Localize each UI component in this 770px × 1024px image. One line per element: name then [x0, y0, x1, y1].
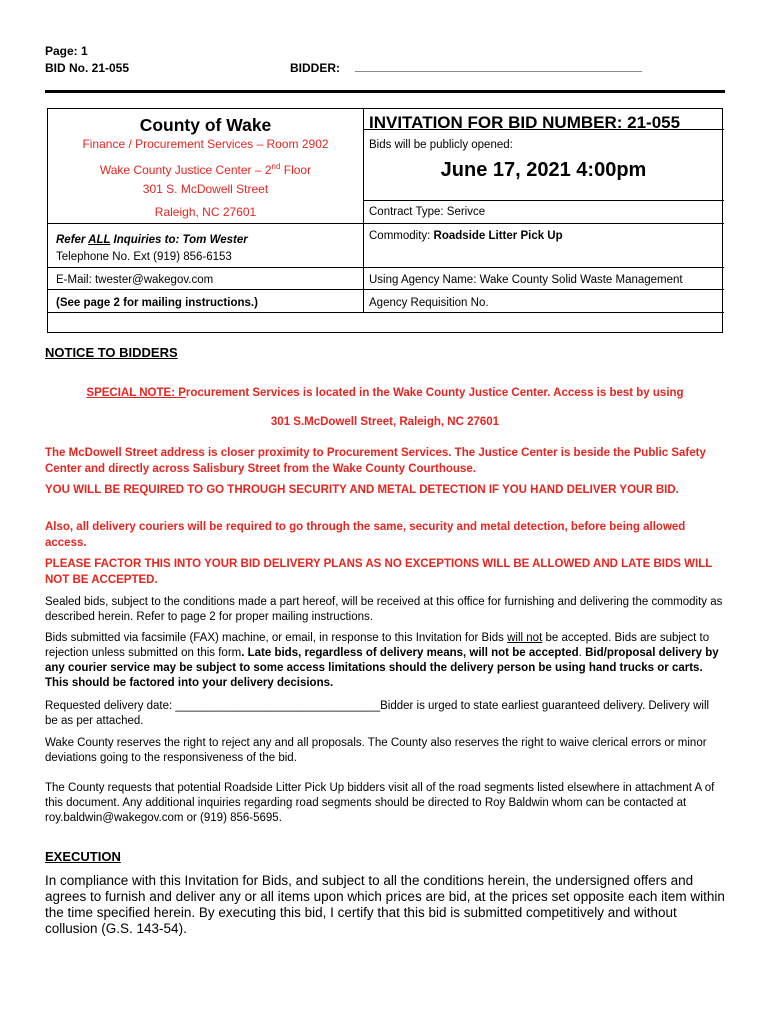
bid-number: BID No. 21-055 [45, 61, 130, 75]
bidder-label: BIDDER: [290, 61, 340, 75]
fax-policy-text: Bids submitted via facsimile (FAX) machine, or email, in response to this Invitation for Bids will not be accepted. Bids are subject to rejection unless submitted on this form. Late bids, regardless of delivery means, will not be accepted. Bid/proposal delivery by any courier service may be subject to some access limitations should the delivery person be using hand trucks or carts. This should be factored into your delivery decisions. [45, 632, 719, 689]
contract-type: Contract Type: Serivce [369, 206, 486, 218]
divider [48, 289, 363, 290]
email: E-Mail: twester@wakegov.com [56, 274, 214, 286]
bidder-line: ___________________________________________ [355, 59, 642, 73]
notice-heading: NOTICE TO BIDDERS [45, 345, 178, 360]
mailing-note: (See page 2 for mailing instructions.) [56, 297, 258, 309]
execution-text: In compliance with this Invitation for Bids, and subject to all the conditions herein, the undersigned offers and agrees to furnish and deliver any or all items upon which prices are bid, at the prices set opposite each item within the time specified herein. By executing this bid, I certify that this bid is submitted competitively and without collusion (G.S. 143-54). [45, 873, 725, 936]
delivery-date: Requested delivery date: ________________________________Bidder is urged to state earliest guaranteed delivery. Delivery will be as per attached. [45, 700, 710, 727]
divider [363, 200, 724, 201]
road-segments-text: The County requests that potential Roadside Litter Pick Up bidders visit all of the road segments listed elsewhere in attachment A of this document. Any additional inquiries regarding road segments should be directed to Roy Baldwin whom can be contacted at roy.baldwin@wakegov.com or (919) 856-5695. [45, 782, 715, 824]
factor-note: PLEASE FACTOR THIS INTO YOUR BID DELIVERY PLANS AS NO EXCEPTIONS WILL BE ALLOWED AND LATE BIDS WILL NOT BE ACCEPTED. [45, 558, 713, 586]
security-note: YOU WILL BE REQUIRED TO GO THROUGH SECURITY AND METAL DETECTION IF YOU HAND DELIVER YOUR BID. [45, 484, 679, 496]
agency-name: Using Agency Name: Wake County Solid Waste Management [369, 274, 683, 286]
divider [48, 267, 363, 268]
courier-note: Also, all delivery couriers will be required to go through the same, security and metal detection, before being allowed access. [45, 521, 686, 549]
telephone: Telephone No. Ext (919) 856-6153 [56, 251, 232, 263]
bid-info-box [47, 108, 723, 333]
sealed-bids-text: Sealed bids, subject to the conditions made a part hereof, will be received at this office for furnishing and delivering the commodity as described herein. Refer to page 2 for proper mailing instructions. [45, 596, 723, 623]
special-address: 301 S.McDowell Street, Raleigh, NC 27601 [270, 416, 500, 428]
commodity: Commodity: Roadside Litter Pick Up [369, 230, 563, 242]
page-number: Page: 1 [45, 44, 88, 58]
divider [48, 312, 724, 313]
execution-heading: EXECUTION [45, 849, 121, 864]
street-address: 301 S. McDowell Street [142, 182, 269, 196]
reserves-text: Wake County reserves the right to reject any and all proposals. The County also reserves the right to waive clerical errors or minor deviations going to the responsiveness of the bid. [45, 737, 707, 764]
divider [363, 289, 724, 290]
publicly-opened: Bids will be publicly opened: [369, 139, 513, 151]
refer-inquiries: Refer ALL Inquiries to: Tom Wester [56, 234, 248, 246]
box-divider [363, 109, 364, 312]
invitation-title: INVITATION FOR BID NUMBER: 21-055 [369, 113, 681, 132]
department: Finance / Procurement Services – Room 2902 [82, 137, 329, 151]
open-date: June 17, 2021 4:00pm [440, 159, 647, 181]
mcdowell-note: The McDowell Street address is closer proximity to Procurement Services. The Justice Center is beside the Public Safety Center and directly across Salisbury Street from the Wake County Courthouse. [45, 447, 706, 475]
divider [48, 223, 363, 224]
delivery-date-field[interactable]: ________________________________ [175, 700, 381, 712]
requisition-number: Agency Requisition No. [369, 297, 489, 309]
justice-center: Wake County Justice Center – 2nd Floor [99, 162, 312, 177]
county-title: County of Wake [139, 115, 272, 135]
divider [363, 223, 724, 224]
city-address: Raleigh, NC 27601 [154, 205, 257, 219]
special-note: SPECIAL NOTE: Procurement Services is located in the Wake County Justice Center. Access is best by using [86, 387, 684, 399]
divider [363, 267, 724, 268]
header-rule [45, 90, 725, 93]
